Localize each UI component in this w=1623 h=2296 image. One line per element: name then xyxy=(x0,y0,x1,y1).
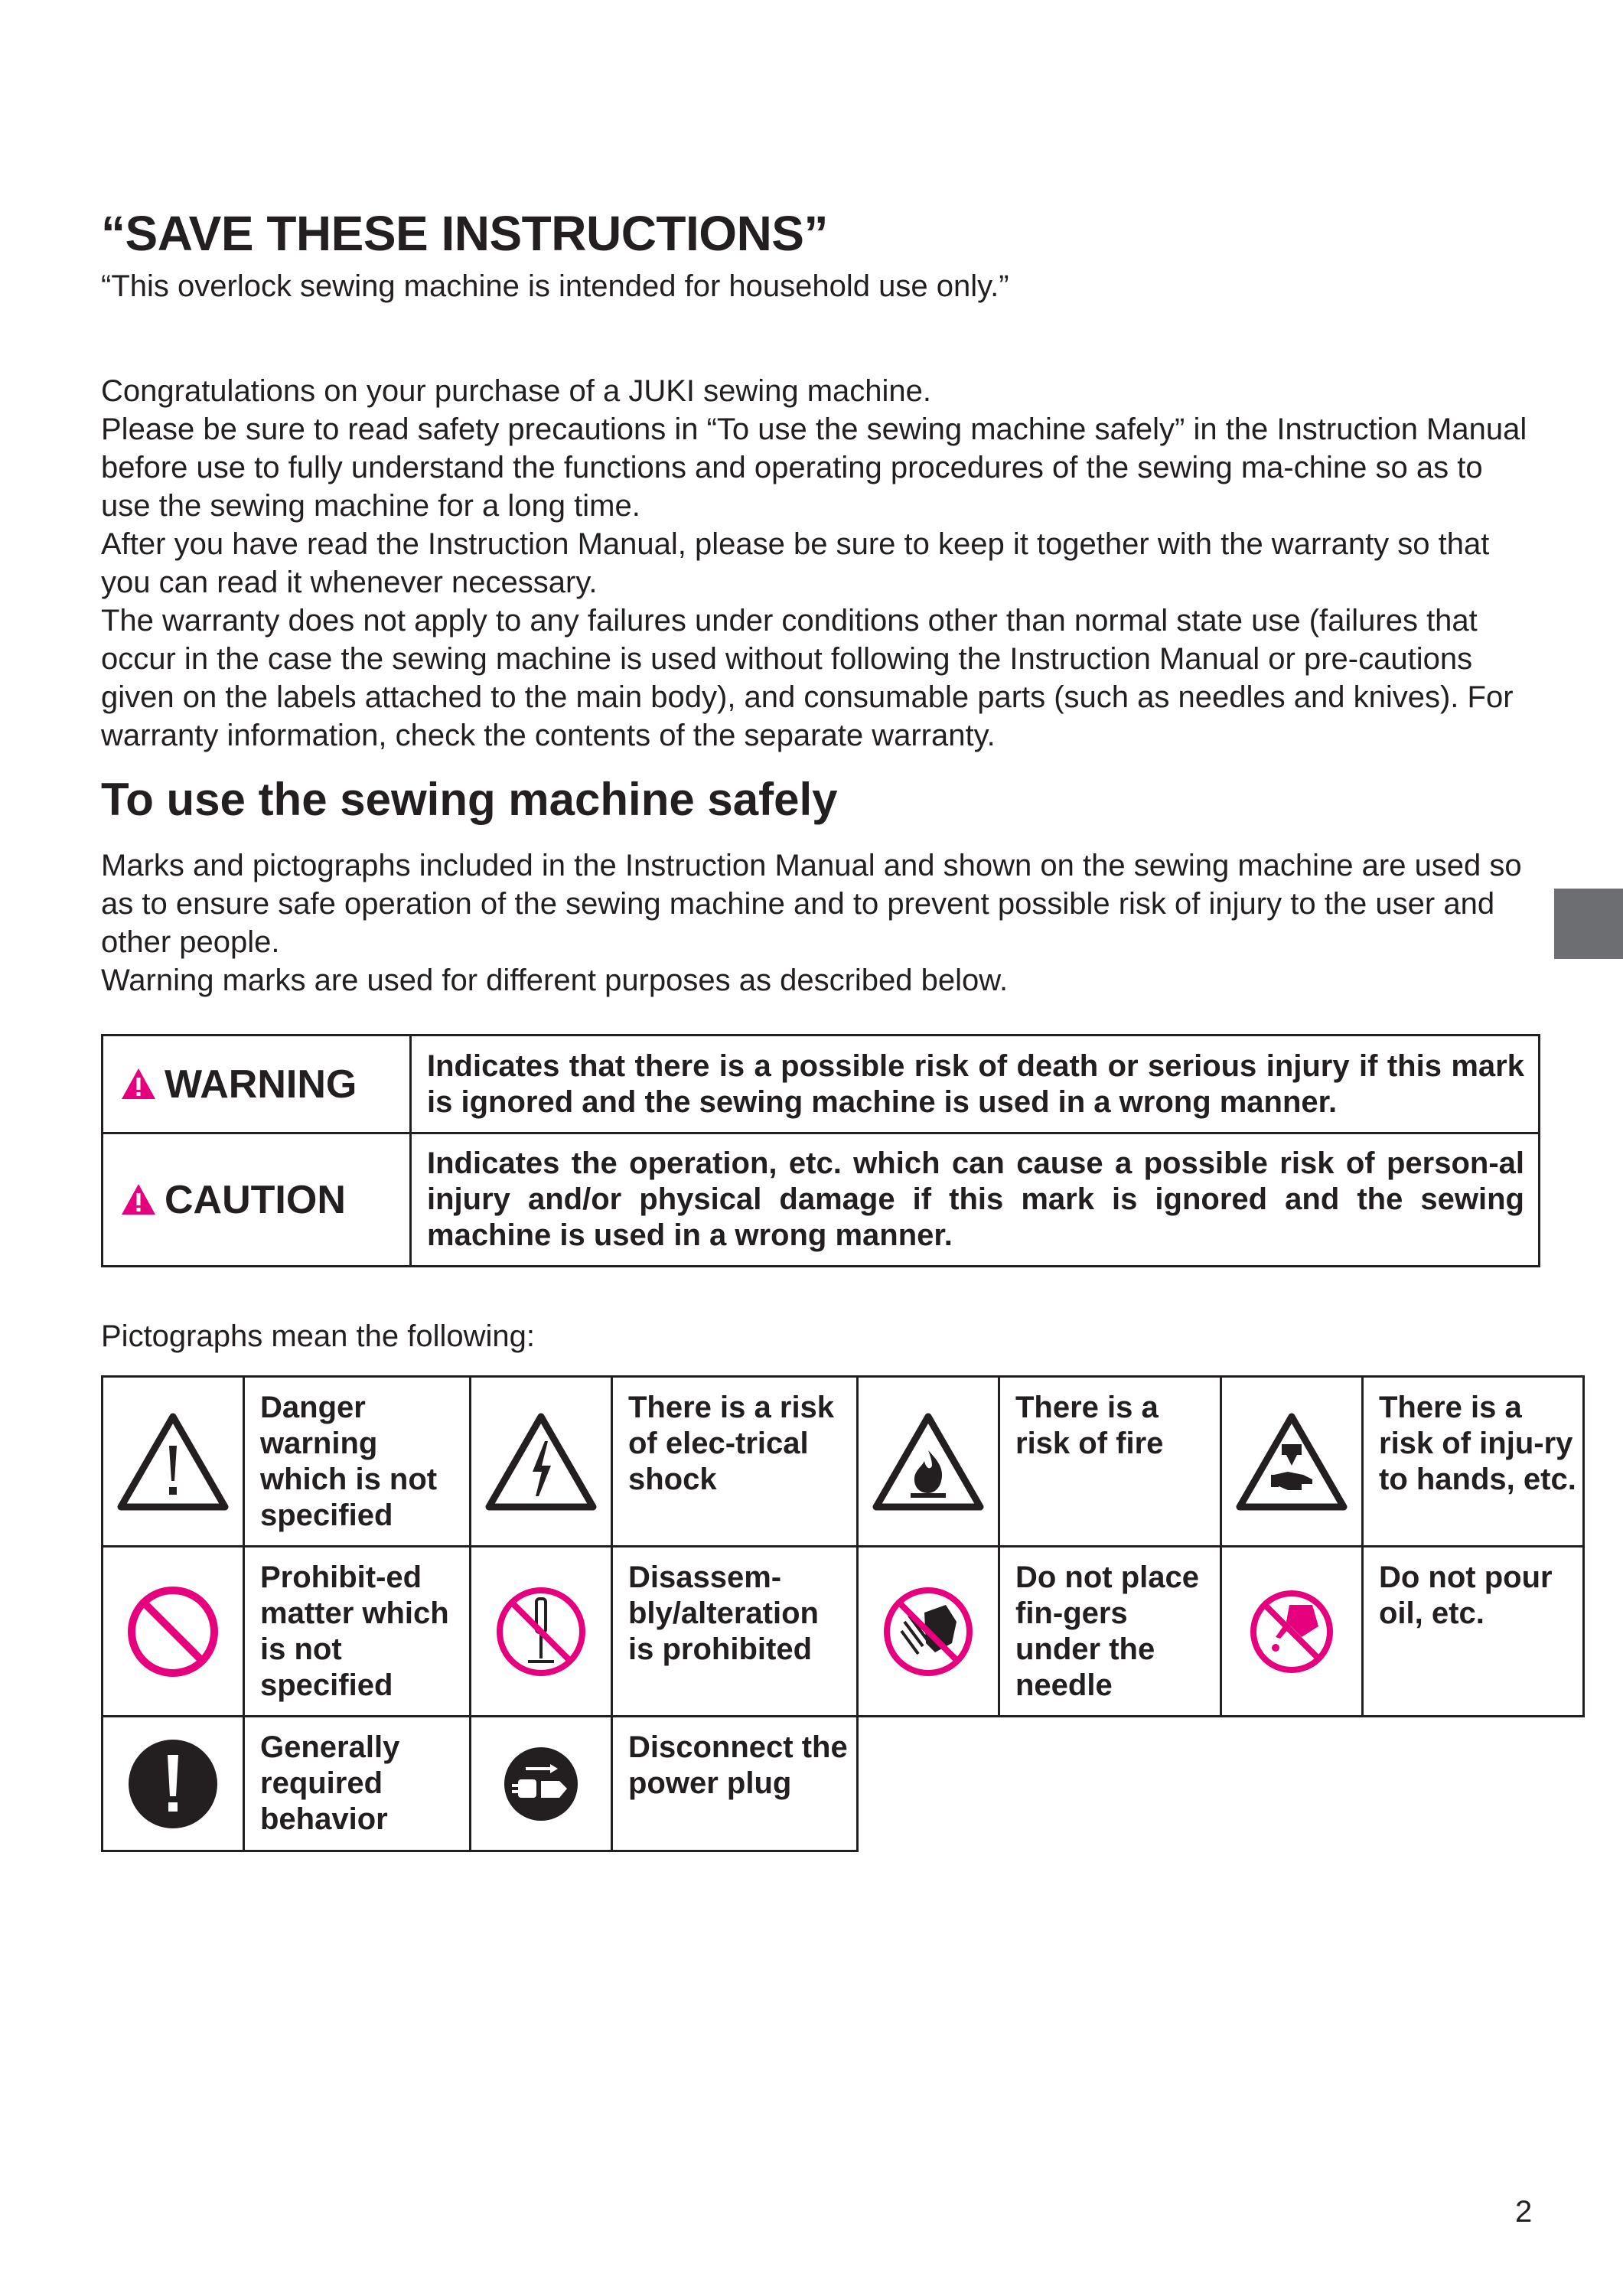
warning-label-cell xyxy=(103,1035,411,1133)
pictograph-label: Do not place fin-gers under the needle xyxy=(999,1547,1221,1717)
page-title: “SAVE THESE INSTRUCTIONS” xyxy=(101,206,828,261)
intro-text xyxy=(101,372,1540,755)
pictograph-icon-cell xyxy=(471,1377,612,1547)
pictograph-label: There is a risk of inju-ry to hands, etc. xyxy=(1363,1377,1584,1547)
marks-text xyxy=(101,846,1540,1000)
electrical-shock-icon xyxy=(484,1411,598,1513)
no-fingers-icon xyxy=(878,1582,978,1681)
caution-label: CAUTION xyxy=(165,1177,346,1222)
pictograph-label: Do not pour oil, etc. xyxy=(1363,1547,1584,1717)
pictograph-icon-cell xyxy=(858,1377,999,1547)
pictograph-label: Prohibit-ed matter which is not specified xyxy=(244,1547,471,1717)
caution-label-cell xyxy=(103,1133,411,1267)
pictograph-row xyxy=(103,1717,1584,1851)
intro-line: Please be sure to read safety precautions in “To use the sewing machine safely” in the Instruction Manual before use to fully understand the functions and operating procedures of the sewing ma-chine so as to use the sewing machine for a long time. xyxy=(101,413,1527,523)
pictograph-label: Disassem-bly/alteration is prohibited xyxy=(612,1547,858,1717)
no-oil-icon xyxy=(1242,1582,1341,1681)
pictograph-label: There is a risk of elec-trical shock xyxy=(612,1377,858,1547)
pictograph-label: Danger warning which is not specified xyxy=(244,1377,471,1547)
warning-row xyxy=(103,1035,1540,1133)
danger-warning-icon xyxy=(116,1411,230,1513)
section-tab xyxy=(1554,889,1623,959)
intro-line: After you have read the Instruction Manual, please be sure to keep it together with the warranty so that you can read it whenever necessary. xyxy=(101,527,1490,599)
page-subtitle: “This overlock sewing machine is intended for household use only.” xyxy=(101,269,1009,303)
warning-triangle-icon xyxy=(120,1067,157,1101)
warning-label: WARNING xyxy=(165,1062,357,1107)
warning-description: Indicates that there is a possible risk of death or serious injury if this mark is ignored and the sewing machine is used in a wrong manner. xyxy=(411,1035,1540,1133)
pictograph-row xyxy=(103,1547,1584,1717)
pictograph-icon-cell xyxy=(858,1547,999,1717)
intro-line: Congratulations on your purchase of a JUKI sewing machine. xyxy=(101,374,932,408)
page-number: 2 xyxy=(1515,2195,1533,2229)
pictographs-intro: Pictographs mean the following: xyxy=(101,1319,535,1353)
pictograph-row xyxy=(103,1377,1584,1547)
no-disassembly-icon xyxy=(491,1582,591,1681)
pictograph-label: There is a risk of fire xyxy=(999,1377,1221,1547)
pictograph-icon-cell xyxy=(1221,1547,1363,1717)
pictograph-label: Disconnect the power plug xyxy=(612,1717,858,1851)
pictograph-icon-cell xyxy=(1221,1377,1363,1547)
marks-paragraph-2: Warning marks are used for different purposes as described below. xyxy=(101,964,1009,997)
section-heading: To use the sewing machine safely xyxy=(101,774,838,825)
warning-marks-table xyxy=(101,1034,1540,1267)
hand-injury-icon xyxy=(1234,1411,1349,1513)
pictograph-icon-cell xyxy=(471,1717,612,1851)
fire-icon xyxy=(871,1411,986,1513)
pictograph-icon-cell xyxy=(103,1377,244,1547)
pictograph-label: Generally required behavior xyxy=(244,1717,471,1851)
pictograph-icon-cell xyxy=(471,1547,612,1717)
caution-triangle-icon xyxy=(120,1182,157,1216)
prohibited-icon xyxy=(123,1582,223,1681)
intro-line: The warranty does not apply to any failures under conditions other than normal state use (failures that occur in the case the sewing machine is used without following the Instruction Manual or pre-cautions given on the labels attached to the main body), and consumable parts (such as needles and knives). For warranty information, check the contents of the separate warranty. xyxy=(101,604,1514,752)
pictograph-icon-cell xyxy=(103,1717,244,1851)
required-behavior-icon xyxy=(127,1738,219,1830)
caution-description: Indicates the operation, etc. which can cause a possible risk of person-al injury and/or physical damage if this mark is ignored and the sewing machine is used in a wrong manner. xyxy=(411,1133,1540,1267)
caution-row xyxy=(103,1133,1540,1267)
pictographs-table xyxy=(101,1375,1585,1852)
pictograph-icon-cell xyxy=(103,1547,244,1717)
power-plug-icon xyxy=(503,1746,579,1822)
marks-paragraph: Marks and pictographs included in the Instruction Manual and shown on the sewing machine are used so as to ensure safe operation of the sewing machine and to prevent possible risk of injury to the user and other people. xyxy=(101,849,1522,959)
